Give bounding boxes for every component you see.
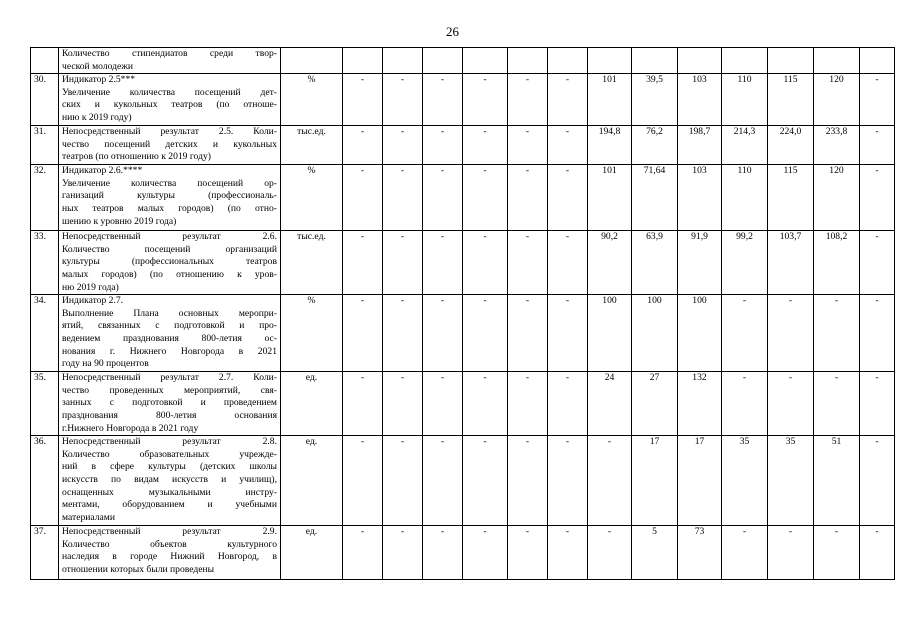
value-cell: - (508, 372, 548, 436)
page-number: 26 (446, 24, 459, 39)
value-cell: - (548, 295, 588, 372)
value-cell: 100 (632, 295, 678, 372)
indicator-name (59, 295, 281, 372)
unit-cell: % (281, 295, 343, 372)
indicator-name-line: Непосредственный результат 2.9. (62, 526, 277, 538)
unit-cell: ед. (281, 372, 343, 436)
row-number: 36. (31, 436, 59, 526)
row-number: 31. (31, 126, 59, 165)
indicator-name-line: оснащенных музыкальными инстру- (62, 486, 277, 498)
value-cell: - (548, 231, 588, 295)
table-row (31, 295, 895, 372)
indicator-name-line: нию к 2019 году) (62, 111, 132, 123)
table-row (31, 231, 895, 295)
value-cell: - (343, 436, 383, 526)
value-cell: - (343, 295, 383, 372)
value-cell: - (768, 526, 814, 580)
indicator-name-line: Количество объектов культурного (62, 538, 277, 550)
value-cell: 132 (678, 372, 722, 436)
indicator-name-line: Выполнение Плана основных меропри- (62, 307, 277, 319)
value-cell: - (423, 436, 463, 526)
row-number: 30. (31, 74, 59, 126)
value-cell: - (548, 526, 588, 580)
value-cell: 108,2 (814, 231, 860, 295)
indicator-name-line: отношении которых были проведены (62, 563, 215, 575)
value-cell: - (423, 74, 463, 126)
value-cell: 63,9 (632, 231, 678, 295)
value-cell: - (588, 526, 632, 580)
value-cell: - (548, 436, 588, 526)
indicator-name (59, 526, 281, 580)
value-cell (588, 48, 632, 74)
value-cell: 99,2 (722, 231, 768, 295)
indicator-name-line: Непосредственный результат 2.7. Коли- (62, 372, 277, 384)
indicator-name-line: шению к уровню 2019 года) (62, 215, 177, 227)
value-cell: - (383, 436, 423, 526)
value-cell: 101 (588, 165, 632, 231)
indicator-name-line: ских и кукольных театров (по отноше- (62, 99, 277, 111)
value-cell: 91,9 (678, 231, 722, 295)
value-cell: - (463, 295, 508, 372)
value-cell: - (343, 372, 383, 436)
indicator-name-line: театров (по отношению к 2019 году) (62, 151, 211, 163)
indicator-name (59, 165, 281, 231)
indicator-name-line: ведением празднования 800-летия ос- (62, 332, 277, 344)
value-cell: - (343, 231, 383, 295)
value-cell: - (814, 295, 860, 372)
indicator-name-line: Количество образовательных учрежде- (62, 448, 277, 460)
value-cell (383, 48, 423, 74)
indicator-name-line: году на 90 процентов (62, 358, 149, 370)
value-cell: - (814, 372, 860, 436)
value-cell: - (423, 231, 463, 295)
value-cell: - (860, 372, 895, 436)
value-cell: - (508, 165, 548, 231)
value-cell: - (548, 372, 588, 436)
indicator-name-line: ганизаций культуры (профессиональ- (62, 190, 277, 202)
table-row (31, 126, 895, 165)
value-cell: - (860, 126, 895, 165)
value-cell: - (508, 526, 548, 580)
value-cell: 76,2 (632, 126, 678, 165)
unit-cell (281, 48, 343, 74)
indicators-table (30, 47, 895, 580)
value-cell: 233,8 (814, 126, 860, 165)
value-cell: - (508, 74, 548, 126)
unit-cell: тыс.ед. (281, 126, 343, 165)
indicator-name-line: ментами, оборудованием и учебными (62, 499, 277, 511)
indicator-name-line: Количество посещений организаций (62, 243, 277, 255)
value-cell: - (463, 126, 508, 165)
value-cell: - (463, 436, 508, 526)
value-cell: - (423, 165, 463, 231)
unit-cell: ед. (281, 526, 343, 580)
indicator-name-line: Непосредственный результат 2.5. Коли- (62, 126, 277, 138)
value-cell: - (860, 231, 895, 295)
table-row (31, 436, 895, 526)
value-cell: - (508, 436, 548, 526)
indicator-name-line: ню 2019 года) (62, 281, 119, 293)
value-cell: - (508, 231, 548, 295)
value-cell (508, 48, 548, 74)
value-cell: - (860, 295, 895, 372)
value-cell: - (383, 165, 423, 231)
value-cell: 35 (768, 436, 814, 526)
value-cell: 120 (814, 165, 860, 231)
unit-cell: тыс.ед. (281, 231, 343, 295)
indicator-name-line: Непосредственный результат 2.8. (62, 436, 277, 448)
indicator-name-line: Увеличение количества посещений ор- (62, 177, 277, 189)
value-cell: 5 (632, 526, 678, 580)
indicator-name-line: г.Нижнего Новгорода в 2021 году (62, 422, 199, 434)
value-cell: 73 (678, 526, 722, 580)
value-cell: - (423, 126, 463, 165)
row-number: 37. (31, 526, 59, 580)
value-cell: 51 (814, 436, 860, 526)
value-cell: - (343, 165, 383, 231)
table-row (31, 74, 895, 126)
indicator-name-line: Индикатор 2.5*** (62, 74, 136, 86)
row-number: 34. (31, 295, 59, 372)
row-number (31, 48, 59, 74)
value-cell (343, 48, 383, 74)
indicator-name-line: наследия в городе Нижний Новгород, в (62, 551, 277, 563)
indicator-name (59, 231, 281, 295)
unit-cell: % (281, 165, 343, 231)
value-cell: - (768, 295, 814, 372)
value-cell (548, 48, 588, 74)
value-cell: - (722, 526, 768, 580)
indicator-name-line: ятий, связанных с подготовкой и про- (62, 320, 277, 332)
value-cell: 35 (722, 436, 768, 526)
value-cell: 100 (678, 295, 722, 372)
row-number: 32. (31, 165, 59, 231)
value-cell: - (768, 372, 814, 436)
table-row (31, 372, 895, 436)
value-cell: - (588, 436, 632, 526)
value-cell: - (463, 372, 508, 436)
value-cell: - (722, 295, 768, 372)
value-cell (814, 48, 860, 74)
value-cell: 115 (768, 165, 814, 231)
value-cell: - (548, 126, 588, 165)
indicator-name-line: Непосредственный результат 2.6. (62, 231, 277, 243)
value-cell: - (860, 74, 895, 126)
row-number: 35. (31, 372, 59, 436)
value-cell: 115 (768, 74, 814, 126)
value-cell: - (463, 165, 508, 231)
value-cell: - (383, 126, 423, 165)
value-cell: - (383, 526, 423, 580)
indicator-name-line: занных с подготовкой и проведением (62, 397, 277, 409)
value-cell: - (423, 372, 463, 436)
value-cell: - (383, 231, 423, 295)
row-number: 33. (31, 231, 59, 295)
value-cell (423, 48, 463, 74)
value-cell: - (860, 165, 895, 231)
value-cell: 194,8 (588, 126, 632, 165)
value-cell: 17 (678, 436, 722, 526)
unit-cell: % (281, 74, 343, 126)
indicator-name (59, 436, 281, 526)
unit-cell: ед. (281, 436, 343, 526)
indicator-name-line: ний в сфере культуры (детских школы (62, 461, 277, 473)
table-row (31, 526, 895, 580)
value-cell (632, 48, 678, 74)
value-cell: - (383, 295, 423, 372)
indicator-name-line: чество посещений детских и кукольных (62, 138, 277, 150)
value-cell: - (722, 372, 768, 436)
indicator-name (59, 372, 281, 436)
value-cell (768, 48, 814, 74)
indicator-name (59, 74, 281, 126)
value-cell (860, 48, 895, 74)
value-cell: - (508, 126, 548, 165)
value-cell: 27 (632, 372, 678, 436)
value-cell: - (463, 74, 508, 126)
value-cell: 39,5 (632, 74, 678, 126)
value-cell: - (463, 526, 508, 580)
value-cell: - (508, 295, 548, 372)
value-cell: 103 (678, 74, 722, 126)
value-cell: - (860, 436, 895, 526)
value-cell (678, 48, 722, 74)
value-cell: 214,3 (722, 126, 768, 165)
indicator-name (59, 48, 281, 74)
value-cell: - (463, 231, 508, 295)
indicator-name-line: материалами (62, 511, 115, 523)
value-cell (463, 48, 508, 74)
indicator-name-line: Количество стипендиатов среди твор- (62, 48, 277, 59)
value-cell: 110 (722, 165, 768, 231)
value-cell: - (383, 372, 423, 436)
value-cell: 100 (588, 295, 632, 372)
value-cell: - (423, 526, 463, 580)
value-cell: 24 (588, 372, 632, 436)
value-cell (722, 48, 768, 74)
value-cell: 90,2 (588, 231, 632, 295)
table-row (31, 165, 895, 231)
indicator-name-line: нования г. Нижнего Новгорода в 2021 (62, 345, 277, 357)
value-cell: 103,7 (768, 231, 814, 295)
indicator-name-line: малых городов) (по отношению к уров- (62, 268, 277, 280)
value-cell: - (383, 74, 423, 126)
indicator-name-line: искусств по видам искусств и училищ), (62, 473, 277, 485)
value-cell: 198,7 (678, 126, 722, 165)
value-cell: 103 (678, 165, 722, 231)
value-cell: - (548, 165, 588, 231)
table-body (31, 48, 895, 580)
value-cell: - (860, 526, 895, 580)
table-row (31, 48, 895, 74)
indicator-name-line: чество проведенных мероприятий, свя- (62, 384, 277, 396)
indicator-name-line: Увеличение количества посещений дет- (62, 86, 277, 98)
indicator-name-line: культуры (профессиональных театров (62, 256, 277, 268)
value-cell: 110 (722, 74, 768, 126)
value-cell: - (343, 526, 383, 580)
value-cell: - (548, 74, 588, 126)
value-cell: - (423, 295, 463, 372)
value-cell: - (343, 74, 383, 126)
value-cell: - (343, 126, 383, 165)
value-cell: 17 (632, 436, 678, 526)
indicator-name-line: Индикатор 2.6.**** (62, 165, 143, 177)
value-cell: 101 (588, 74, 632, 126)
indicator-name-line: ческой молодежи (62, 60, 134, 72)
value-cell: 224,0 (768, 126, 814, 165)
indicator-name-line: ных театров малых городов) (по отно- (62, 202, 277, 214)
indicator-name-line: Индикатор 2.7. (62, 295, 124, 307)
value-cell: 120 (814, 74, 860, 126)
indicator-name-line: празднования 800-летия основания (62, 409, 277, 421)
value-cell: - (814, 526, 860, 580)
value-cell: 71,64 (632, 165, 678, 231)
indicator-name (59, 126, 281, 165)
